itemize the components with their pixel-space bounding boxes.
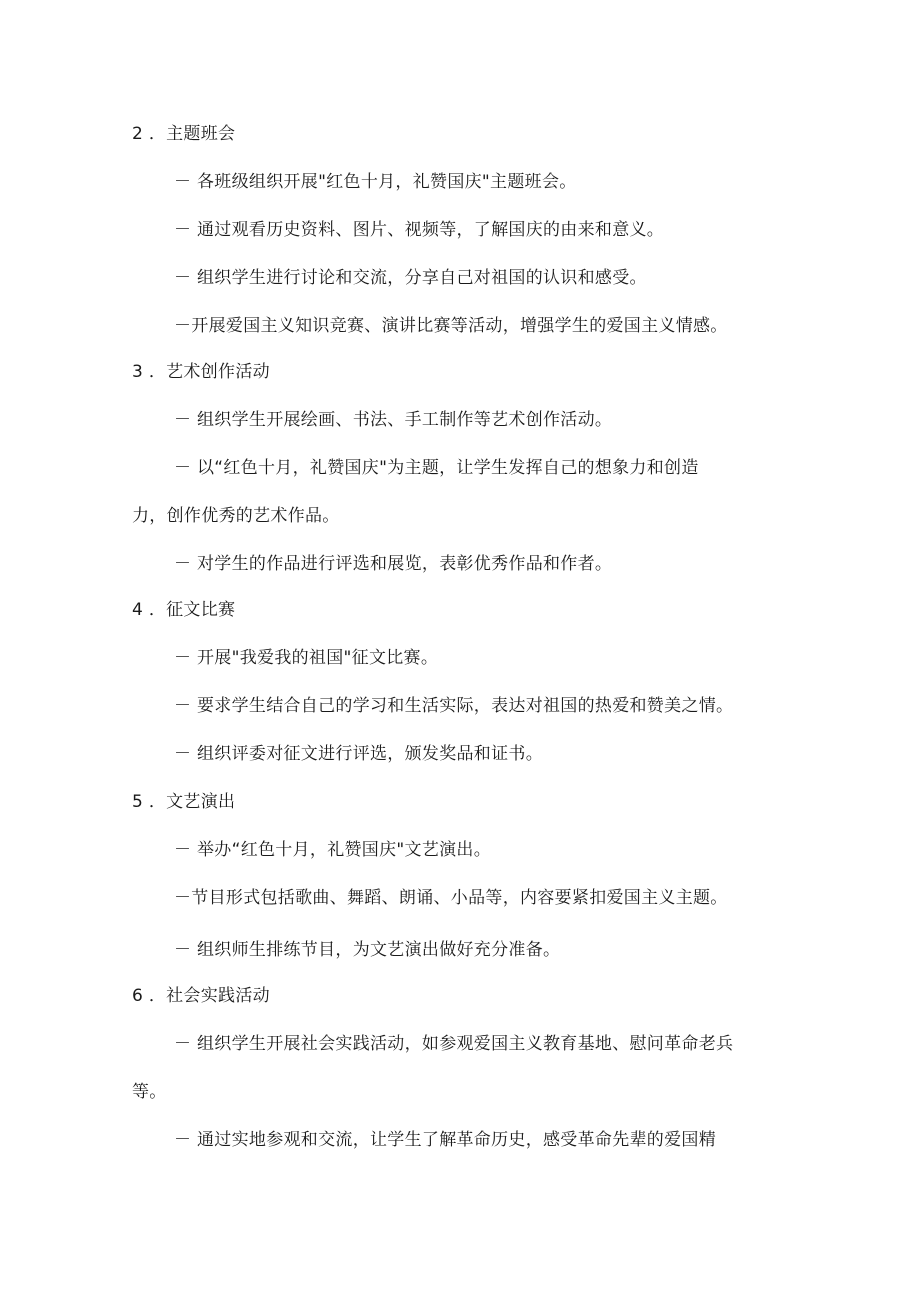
list-item: － 组织学生开展社会实践活动，如参观爱国主义教育基地、慰问革命老兵 [174,1034,734,1054]
list-item: － 通过观看历史资料、图片、视频等，了解国庆的由来和意义。 [174,220,665,240]
list-item: － 组织师生排练节目，为文艺演出做好充分准备。 [174,940,561,960]
list-item: － 组织评委对征文进行评选，颁发奖品和证书。 [174,744,544,764]
section-heading-5: 5 ．文艺演出 [132,792,236,812]
list-item: － 开展"我爱我的祖国"征文比赛。 [174,648,439,668]
list-item: － 要求学生结合自己的学习和生活实际，表达对祖国的热爱和赞美之情。 [174,696,734,716]
list-item-continuation: 等。 [132,1082,167,1102]
list-item-continuation: 力，创作优秀的艺术作品。 [132,506,340,526]
section-heading-3: 3 ．艺术创作活动 [132,362,270,382]
list-item: － 通过实地参观和交流，让学生了解革命历史，感受革命先辈的爱国精 [174,1130,717,1150]
section-heading-6: 6 ．社会实践活动 [132,986,270,1006]
list-item: － 举办“红色十月，礼赞国庆"文艺演出。 [174,840,492,860]
list-item: －开展爱国主义知识竞赛、演讲比赛等活动，增强学生的爱国主义情感。 [174,316,728,336]
list-item: － 以“红色十月，礼赞国庆"为主题，让学生发挥自己的想象力和创造 [174,458,699,478]
section-heading-2: 2 ．主题班会 [132,124,236,144]
list-item: － 对学生的作品进行评选和展览，表彰优秀作品和作者。 [174,554,613,574]
list-item: －节目形式包括歌曲、舞蹈、朗诵、小品等，内容要紧扣爱国主义主题。 [174,888,728,908]
list-item: － 组织学生进行讨论和交流，分享自己对祖国的认识和感受。 [174,268,647,288]
section-heading-4: 4 ．征文比赛 [132,600,236,620]
list-item: － 各班级组织开展"红色十月，礼赞国庆"主题班会。 [174,172,577,192]
list-item: － 组织学生开展绘画、书法、手工制作等艺术创作活动。 [174,410,613,430]
